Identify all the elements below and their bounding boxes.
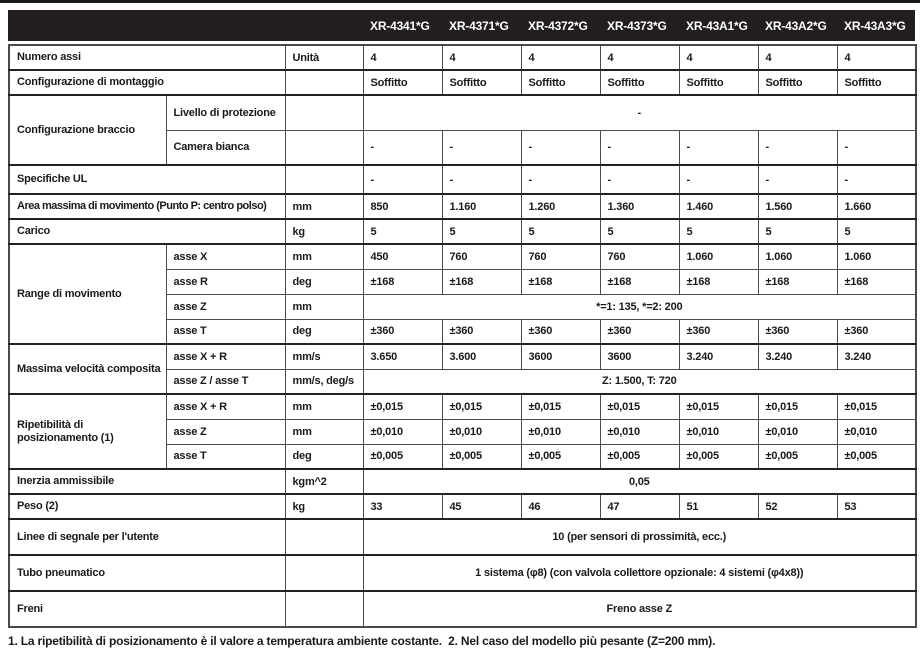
- row-freni: [9, 591, 916, 627]
- value-cell: ±0,015: [600, 394, 679, 419]
- value-cell: Soffitto: [837, 70, 916, 95]
- unit-cell: [285, 130, 363, 165]
- value-cell: ±0,010: [442, 419, 521, 444]
- row-area-massima: [9, 194, 916, 219]
- value-cell: 760: [521, 244, 600, 269]
- sub-label: asse X: [166, 244, 285, 269]
- unit-cell: [285, 165, 363, 194]
- unit-cell: mm: [285, 419, 363, 444]
- value-cell: ±0,010: [758, 419, 837, 444]
- sub-label: asse Z / asse T: [166, 369, 285, 394]
- sub-label: asse X + R: [166, 394, 285, 419]
- row-linee-segnale: [9, 519, 916, 555]
- unit-cell: [285, 591, 363, 627]
- unit-cell: deg: [285, 319, 363, 344]
- value-cell: 1.460: [679, 194, 758, 219]
- value-cell: ±0,015: [442, 394, 521, 419]
- unit-cell: kg: [285, 494, 363, 519]
- value-cell: ±0,005: [521, 444, 600, 469]
- value-cell: 3.240: [679, 344, 758, 369]
- row-ripetibilita-xr: [9, 394, 916, 419]
- value-cell: ±360: [758, 319, 837, 344]
- span-value-cell: Z: 1.500, T: 720: [363, 369, 916, 394]
- unit-cell: mm: [285, 244, 363, 269]
- value-cell: 33: [363, 494, 442, 519]
- value-cell: ±168: [521, 269, 600, 294]
- value-cell: 3.650: [363, 344, 442, 369]
- value-cell: Soffitto: [521, 70, 600, 95]
- model-header: XR-43A3*G: [844, 18, 906, 33]
- unit-cell: [285, 519, 363, 555]
- value-cell: 850: [363, 194, 442, 219]
- value-cell: ±0,005: [837, 444, 916, 469]
- value-cell: 450: [363, 244, 442, 269]
- value-cell: ±360: [363, 319, 442, 344]
- row-velocita-asse-xr: [9, 344, 916, 369]
- row-peso: [9, 494, 916, 519]
- value-cell: ±0,015: [521, 394, 600, 419]
- value-cell: Soffitto: [442, 70, 521, 95]
- value-cell: ±360: [679, 319, 758, 344]
- group-label-configurazione-braccio: Configurazione braccio: [9, 95, 166, 165]
- value-cell: 760: [442, 244, 521, 269]
- value-cell: -: [679, 165, 758, 194]
- top-rule: [0, 0, 920, 3]
- row-label: Area massima di movimento (Punto P: centro polso): [9, 194, 285, 219]
- value-cell: -: [363, 165, 442, 194]
- value-cell: Soffitto: [363, 70, 442, 95]
- row-configurazione-montaggio: [9, 70, 916, 95]
- value-cell: -: [758, 165, 837, 194]
- unit-cell: mm: [285, 194, 363, 219]
- row-livello-protezione: [9, 95, 916, 130]
- value-cell: 47: [600, 494, 679, 519]
- value-cell: ±0,010: [837, 419, 916, 444]
- row-label: Peso (2): [9, 494, 285, 519]
- span-value-cell: -: [363, 95, 916, 130]
- unit-cell: [285, 70, 363, 95]
- row-tubo-pneumatico: [9, 555, 916, 591]
- row-label: Linee di segnale per l'utente: [9, 519, 285, 555]
- value-cell: ±0,010: [679, 419, 758, 444]
- row-label: Configurazione di montaggio: [9, 70, 285, 95]
- unit-cell: Unità: [285, 45, 363, 70]
- model-header: XR-4372*G: [528, 18, 588, 33]
- value-cell: Soffitto: [679, 70, 758, 95]
- value-cell: 5: [758, 219, 837, 244]
- value-cell: -: [442, 165, 521, 194]
- value-cell: -: [521, 130, 600, 165]
- row-label: Freni: [9, 591, 285, 627]
- value-cell: 1.260: [521, 194, 600, 219]
- unit-cell: [285, 95, 363, 130]
- value-cell: ±0,005: [600, 444, 679, 469]
- value-cell: ±0,010: [600, 419, 679, 444]
- span-value-cell: 10 (per sensori di prossimità, ecc.): [363, 519, 916, 555]
- value-cell: 5: [363, 219, 442, 244]
- value-cell: 3600: [521, 344, 600, 369]
- row-label: Numero assi: [9, 45, 285, 70]
- span-value-cell: *=1: 135, *=2: 200: [363, 294, 916, 319]
- row-numero-assi: [9, 45, 916, 70]
- row-specifiche-ul: [9, 165, 916, 194]
- value-cell: 3.240: [837, 344, 916, 369]
- value-cell: ±360: [521, 319, 600, 344]
- value-cell: ±360: [837, 319, 916, 344]
- value-cell: -: [600, 165, 679, 194]
- value-cell: ±168: [679, 269, 758, 294]
- unit-cell: mm/s: [285, 344, 363, 369]
- value-cell: ±0,015: [837, 394, 916, 419]
- value-cell: ±0,015: [758, 394, 837, 419]
- model-header: XR-43A1*G: [686, 18, 748, 33]
- value-cell: 1.060: [679, 244, 758, 269]
- span-value-cell: Freno asse Z: [363, 591, 916, 627]
- value-cell: 46: [521, 494, 600, 519]
- value-cell: 1.060: [837, 244, 916, 269]
- model-header: XR-4373*G: [607, 18, 667, 33]
- value-cell: ±168: [837, 269, 916, 294]
- sub-label: Camera bianca: [166, 130, 285, 165]
- value-cell: Soffitto: [600, 70, 679, 95]
- value-cell: ±0,005: [363, 444, 442, 469]
- value-cell: ±0,015: [363, 394, 442, 419]
- value-cell: -: [758, 130, 837, 165]
- unit-cell: mm: [285, 294, 363, 319]
- value-cell: 5: [837, 219, 916, 244]
- model-header-table: [8, 10, 915, 41]
- spec-table: [8, 44, 917, 628]
- value-cell: -: [837, 130, 916, 165]
- model-header: XR-4371*G: [449, 18, 509, 33]
- value-cell: 5: [521, 219, 600, 244]
- value-cell: ±168: [758, 269, 837, 294]
- value-cell: ±360: [442, 319, 521, 344]
- value-cell: 1.160: [442, 194, 521, 219]
- sub-label: asse X + R: [166, 344, 285, 369]
- value-cell: 4: [679, 45, 758, 70]
- unit-cell: mm/s, deg/s: [285, 369, 363, 394]
- unit-cell: deg: [285, 269, 363, 294]
- row-label: Tubo pneumatico: [9, 555, 285, 591]
- value-cell: -: [837, 165, 916, 194]
- group-label-range-movimento: Range di movimento: [9, 244, 166, 344]
- unit-cell: mm: [285, 394, 363, 419]
- value-cell: 53: [837, 494, 916, 519]
- value-cell: ±0,005: [758, 444, 837, 469]
- value-cell: 45: [442, 494, 521, 519]
- group-label-ripetibilita: Ripetibilità di posizionamento (1): [9, 394, 166, 469]
- row-asse-x: [9, 244, 916, 269]
- value-cell: 3.600: [442, 344, 521, 369]
- value-cell: 4: [758, 45, 837, 70]
- value-cell: ±168: [442, 269, 521, 294]
- value-cell: 1.660: [837, 194, 916, 219]
- value-cell: 1.060: [758, 244, 837, 269]
- value-cell: ±0,005: [679, 444, 758, 469]
- value-cell: 4: [442, 45, 521, 70]
- value-cell: 4: [600, 45, 679, 70]
- sub-label: Livello di protezione: [166, 95, 285, 130]
- model-header-row: [8, 10, 915, 41]
- value-cell: 5: [442, 219, 521, 244]
- group-label-massima-velocita: Massima velocità composita: [9, 344, 166, 394]
- span-value-cell: 0,05: [363, 469, 916, 494]
- value-cell: Soffitto: [758, 70, 837, 95]
- sub-label: asse Z: [166, 419, 285, 444]
- value-cell: 51: [679, 494, 758, 519]
- value-cell: 1.560: [758, 194, 837, 219]
- value-cell: 4: [521, 45, 600, 70]
- value-cell: ±168: [600, 269, 679, 294]
- value-cell: 4: [363, 45, 442, 70]
- span-value-cell: 1 sistema (φ8) (con valvola collettore opzionale: 4 sistemi (φ4x8)): [363, 555, 916, 591]
- model-header: XR-4341*G: [370, 18, 430, 33]
- value-cell: 52: [758, 494, 837, 519]
- value-cell: -: [679, 130, 758, 165]
- value-cell: 3.240: [758, 344, 837, 369]
- sub-label: asse T: [166, 319, 285, 344]
- value-cell: -: [363, 130, 442, 165]
- value-cell: -: [521, 165, 600, 194]
- row-carico: [9, 219, 916, 244]
- value-cell: ±0,010: [363, 419, 442, 444]
- row-inerzia: [9, 469, 916, 494]
- sub-label: asse T: [166, 444, 285, 469]
- unit-cell: kgm^2: [285, 469, 363, 494]
- value-cell: 1.360: [600, 194, 679, 219]
- value-cell: 3600: [600, 344, 679, 369]
- unit-cell: deg: [285, 444, 363, 469]
- value-cell: -: [442, 130, 521, 165]
- sub-label: asse R: [166, 269, 285, 294]
- value-cell: ±168: [363, 269, 442, 294]
- footnote-text: 1. La ripetibilità di posizionamento è il valore a temperatura ambiente costante. 2. Nel caso del modello più pesante (Z=200 mm).: [8, 634, 716, 648]
- value-cell: ±0,015: [679, 394, 758, 419]
- value-cell: ±0,005: [442, 444, 521, 469]
- row-label: Specifiche UL: [9, 165, 285, 194]
- header-corner-cell: [8, 10, 362, 41]
- value-cell: ±360: [600, 319, 679, 344]
- value-cell: 5: [679, 219, 758, 244]
- value-cell: 4: [837, 45, 916, 70]
- row-label: Carico: [9, 219, 285, 244]
- sub-label: asse Z: [166, 294, 285, 319]
- value-cell: ±0,010: [521, 419, 600, 444]
- row-label: Inerzia ammissibile: [9, 469, 285, 494]
- value-cell: 5: [600, 219, 679, 244]
- value-cell: 760: [600, 244, 679, 269]
- value-cell: -: [600, 130, 679, 165]
- unit-cell: [285, 555, 363, 591]
- unit-cell: kg: [285, 219, 363, 244]
- model-header: XR-43A2*G: [765, 18, 827, 33]
